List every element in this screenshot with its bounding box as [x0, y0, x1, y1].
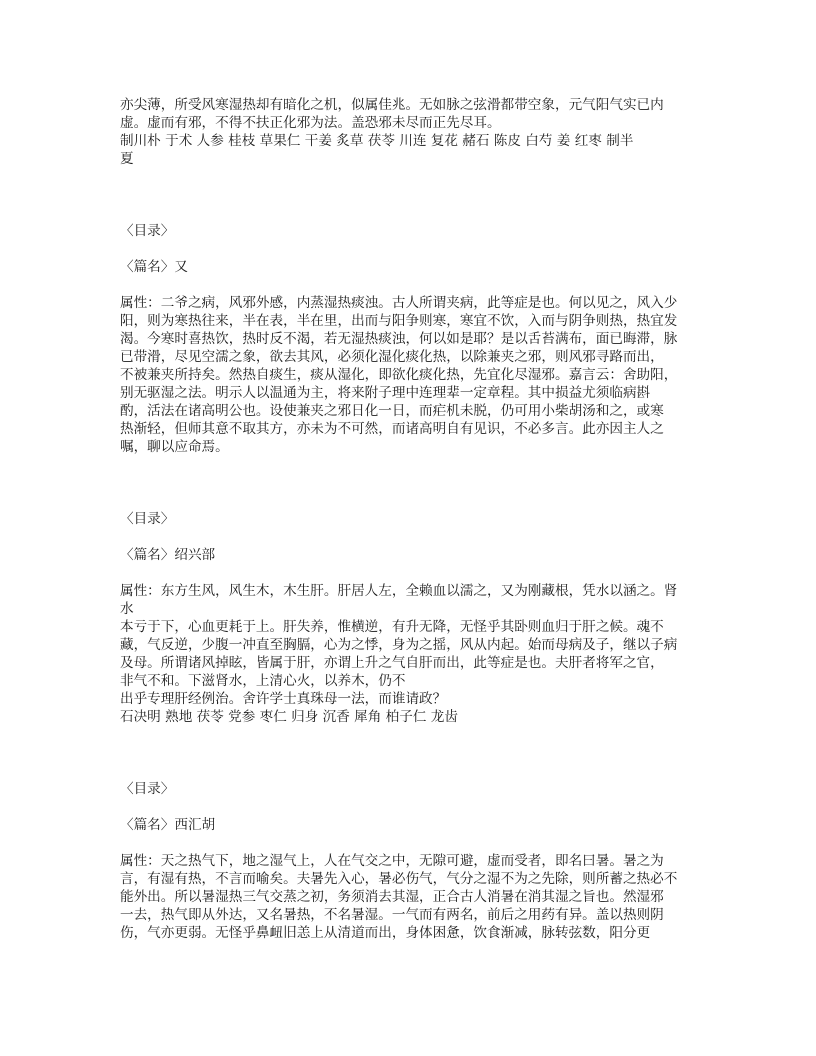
herb-list-line: 夏 — [120, 151, 134, 167]
section-body — [120, 852, 705, 942]
text-line: 别无驱湿之法。明示人以温通为主，将来附子理中连理辈一定章程。其中损益尤须临病斟 — [120, 385, 651, 401]
spacer — [120, 456, 705, 510]
herb-list-line: 制川朴 于术 人参 桂枝 草果仁 干姜 炙草 茯苓 川连 复花 赭石 陈皮 白芍 姜 红枣 制半 — [120, 133, 634, 149]
text-line: 不被兼夹所持矣。然热自痰生，痰从湿化，即欲化痰化热，先宜化尽湿邪。嘉言云：舍助阳， — [120, 367, 678, 383]
text-line: 非气不和。下滋肾水，上清心火，以养木，仍不 — [120, 673, 406, 689]
spacer — [120, 726, 705, 780]
text-line: 嘱，聊以应命焉。 — [120, 439, 229, 455]
toc-label: 〈目录〉 — [120, 781, 175, 797]
section-xihui-hu — [120, 780, 705, 942]
text-line: 亦尖薄，所受风寒湿热却有暗化之机，似属佳兆。无如脉之弦滑都带空象，元气阳气实已内 — [120, 97, 664, 113]
toc-label: 〈目录〉 — [120, 223, 175, 239]
herb-list-line: 石决明 熟地 茯苓 党参 枣仁 归身 沉香 犀角 柏子仁 龙齿 — [120, 709, 458, 725]
text-line: 一去，热气即从外达，又名暑热，不名暑湿。一气而有两名，前后之用药有异。盖以热则阴 — [120, 907, 664, 923]
text-line: 渴。今寒时喜热饮，热时反不渴，若无湿热痰浊，何以如是耶？是以舌苔满布，面已晦滞，脉 — [120, 331, 678, 347]
section-you — [120, 222, 705, 456]
intro-paragraph — [120, 96, 705, 168]
toc-label: 〈目录〉 — [120, 511, 175, 527]
section-body — [120, 582, 705, 726]
text-line: 热渐轻，但师其意不取其方，亦未为不可然，而诸高明自有见识，不必多言。此亦因主人之 — [120, 421, 664, 437]
text-line: 伤，气亦更弱。无怪乎鼻衄旧恙上从清道而出，身体困惫，饮食渐减，脉转弦数，阳分更 — [120, 925, 651, 941]
text-line: 已带滑，尽见空濡之象，欲去其风，必须化湿化痰化热，以除兼夹之邪，则风邪寻路而出， — [120, 349, 664, 365]
spacer — [120, 168, 705, 222]
section-shaoxing — [120, 510, 705, 726]
text-line: 能外出。所以暑湿热三气交蒸之初，务须消去其湿，正合古人消暑在消其湿之旨也。然湿邪 — [120, 889, 664, 905]
text-line: 属性：天之热气下，地之湿气上，人在气交之中，无隙可避，虚而受者，即名曰暑。暑之为 — [120, 853, 664, 869]
text-line: 出乎专理肝经例治。舍许学士真珠母一法，而谁请政？ — [120, 691, 447, 707]
text-line: 属性：二爷之病，风邪外感，内蒸湿热痰浊。古人所谓夹病，此等症是也。何以见之，风入少 — [120, 295, 678, 311]
section-body — [120, 294, 705, 456]
section-title: 〈篇名〉绍兴部 — [120, 547, 216, 563]
text-line: 藏，气反逆，少腹一冲直至胸膈，心为之悸，身为之摇，风从内起。始而母病及子，继以子病 — [120, 637, 678, 653]
text-line: 言，有湿有热，不言而喻矣。夫暑先入心，暑必伤气，气分之湿不为之先除，则所蓄之热必不 — [120, 871, 678, 887]
text-line: 及母。所谓诸风掉眩，皆属于肝，亦谓上升之气自肝而出，此等症是也。夫肝者将军之官， — [120, 655, 664, 671]
text-line: 阳，则为寒热往来，半在表，半在里，出而与阳争则寒，寒宜不饮，入而与阴争则热，热宜发 — [120, 313, 678, 329]
section-title: 〈篇名〉西汇胡 — [120, 817, 216, 833]
text-line: 本亏于下，心血更耗于上。肝失养，惟横逆，有升无降，无怪乎其卧则血归于肝之候。魂不 — [120, 619, 664, 635]
document-page — [120, 96, 705, 942]
text-line: 虚。虚而有邪，不得不扶正化邪为法。盖恐邪未尽而正先尽耳。 — [120, 115, 501, 131]
text-line: 酌，活法在诸高明公也。设使兼夹之邪日化一日，而疟机未脱，仍可用小柴胡汤和之，或寒 — [120, 403, 664, 419]
section-title: 〈篇名〉又 — [120, 259, 188, 275]
text-line: 水 — [120, 601, 134, 617]
text-line: 属性：东方生风，风生木，木生肝。肝居人左，全赖血以濡之，又为刚藏根，凭水以涵之。肾 — [120, 583, 678, 599]
